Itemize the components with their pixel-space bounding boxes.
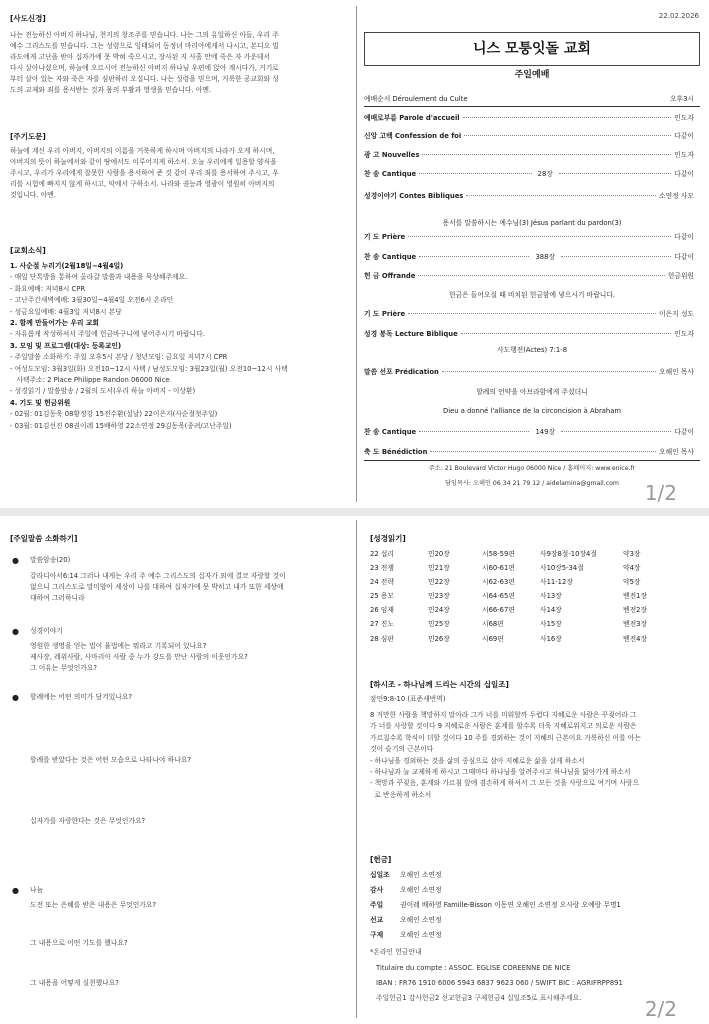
account-holder: Titulaire du compte : ASSOC. EGLISE COREENNE DE NICE xyxy=(376,964,571,972)
news-item-title: 2. 함께 만들어가는 우리 교회 xyxy=(10,319,99,328)
creed-line: 라도에게 고난을 받아 십자가에 못 박혀 죽으시고, 장사된 지 사흘 만에 죽은 자 가운데서 xyxy=(10,53,271,61)
reading-cell: 24 전략 xyxy=(370,577,394,586)
order-row xyxy=(364,330,694,339)
offering-memo: 주일헌금1 감사헌금2 선교헌금3 구제헌금4 십일조5로 표시해주세요. xyxy=(376,994,582,1002)
creed-line: 다시 살아나셨으며, 하늘에 오르시어 전능하신 아버지 하나님 우편에 앉아 계시다가, 거기로 xyxy=(10,64,279,72)
order-row-leader: 인도자 xyxy=(674,330,694,338)
question-line: 그 이유는 무엇인가요? xyxy=(30,664,98,672)
news-item-title: 1. 사순절 누리기(2월18일~4월4일) xyxy=(10,262,124,270)
dotted-leader xyxy=(464,135,671,136)
reading-cell: 민22장 xyxy=(428,577,450,586)
reading-cell: 사13장 xyxy=(540,592,562,601)
creed-line: 예수 그리스도를 믿습니다. 그는 성령으로 잉태되어 동정녀 마리아에게서 나시고, 본디오 빌 xyxy=(10,42,279,50)
verse-line: 없으니 그리스도로 말미암아 세상이 나를 대하여 십자가에 못 박히고 내가 또한 세상에 xyxy=(30,583,284,591)
order-row-label: 신앙 고백 Confession de foi xyxy=(364,132,462,140)
qt-line: 로 반응하게 하소서 xyxy=(370,790,432,799)
reading-cell: 사11-12장 xyxy=(540,577,573,586)
dotted-leader xyxy=(461,333,672,334)
offering-kind: 감사 xyxy=(370,886,384,894)
dotted-leader xyxy=(422,154,671,155)
sharing-label: 나눔 xyxy=(30,886,44,894)
order-row-leader: 이은지 성도 xyxy=(659,310,694,318)
news-item-detail: - 03월: 01김선진 08권이레 15배하영 22소연정 29김동욱(종려/고난주일) xyxy=(10,421,232,430)
order-header-label: 예배순서 Déroulement du Culte xyxy=(364,95,468,103)
prayer-line: 리를 시험에 빠지지 않게 하시고, 악에서 구하소서. 나라와 권능과 영광이 영원히 아버지의 xyxy=(10,180,275,188)
verse-line: 대하여 그러하니라 xyxy=(30,594,85,602)
scripture-ref: 사도행전(Actes) 7:1-8 xyxy=(496,346,568,354)
reading-cell: 사10장5-34절 xyxy=(540,563,584,572)
order-row xyxy=(364,272,694,281)
reading-row xyxy=(370,561,693,575)
reading-table xyxy=(370,547,693,646)
story-title: 용서를 말씀하시는 예수님(3) Jésus parlant du pardon(3) xyxy=(442,219,622,227)
reading-cell: 사16장 xyxy=(540,634,562,643)
reading-row xyxy=(370,618,693,632)
reading-cell: 시68편 xyxy=(482,620,504,629)
order-row-label: 축 도 Bénédiction xyxy=(364,448,428,456)
question-line: 제사장, 레위사람, 사마리아 사람 중 누가 강도를 만난 사람의 이웃인가요? xyxy=(30,653,248,661)
offering-names: 오해인 소연정 xyxy=(400,916,442,924)
order-row-label: 말씀 선포 Prédication xyxy=(364,368,439,376)
hymn-number: 28장 xyxy=(537,170,553,178)
order-row-leader: 헌금위원 xyxy=(667,272,694,280)
dotted-leader xyxy=(408,236,671,237)
reading-cell: 25 용모 xyxy=(370,592,394,601)
offering-row xyxy=(370,901,621,910)
offering-row xyxy=(370,871,442,880)
reading-row xyxy=(370,547,693,561)
dotted-leader xyxy=(419,256,529,257)
offering-names: 권이레 배하영 Famille-Bisson 이동연 오해인 소연정 오사랑 오예랑 무명1 xyxy=(400,901,621,909)
bullet-icon: ● xyxy=(12,886,19,895)
column-divider xyxy=(356,520,357,1018)
dotted-leader xyxy=(419,173,531,174)
reading-cell: 시64-65편 xyxy=(482,592,515,601)
bullet-icon: ● xyxy=(12,627,19,636)
qt-line: 것이 슬기의 근본이다 xyxy=(370,745,434,754)
reading-cell: 사15장 xyxy=(540,620,562,629)
news-item-detail: - 성금요일예배: 4월3일 저녁8시 본당 xyxy=(10,307,122,316)
digest-title: [주일말씀 소화하기] xyxy=(10,534,78,543)
service-title: 주일예배 xyxy=(514,70,550,80)
dotted-leader xyxy=(561,256,671,257)
question-boast-cross: 십자가를 자랑한다는 것은 무엇인가요? xyxy=(30,817,146,825)
dotted-leader xyxy=(561,431,671,432)
offering-title: [헌금] xyxy=(370,855,392,864)
news-item-detail: - 여성도모임: 3월3일(화) 오전10~12시 사택 / 남성도모임: 3월23일(월) 오전10~12시 사택 xyxy=(10,364,288,373)
prayer-title: [주기도문] xyxy=(10,132,46,141)
offering-row xyxy=(370,886,442,895)
service-time: 오후3시 xyxy=(669,95,694,103)
verse-line: 갈라디아서6:14 그러나 내게는 우리 주 예수 그리스도의 십자가 외에 결코 자랑할 것이 xyxy=(30,572,286,580)
memorize-label: 말씀암송(20) xyxy=(30,556,71,564)
question-line: 영원한 생명을 얻는 법이 율법에는 뭐라고 기록되어 있나요? xyxy=(30,642,207,650)
reading-cell: 민24장 xyxy=(428,606,450,615)
order-header xyxy=(364,95,694,104)
offering-kind: 선교 xyxy=(370,916,384,924)
order-row-label: 찬 송 Cantique xyxy=(364,428,417,436)
reading-row xyxy=(370,604,693,618)
order-row-leader: 인도자 xyxy=(674,114,694,122)
prayer-line: 것입니다. 아멘. xyxy=(10,191,56,199)
order-row xyxy=(364,428,694,437)
reading-cell: 민21장 xyxy=(428,563,450,572)
offering-row xyxy=(370,916,442,925)
creed-text xyxy=(10,30,355,96)
prayer-line: 주시고, 우리가 우리에게 잘못한 사람을 용서하여 준 것 같이 우리 죄를 용서하여 주시고, 우 xyxy=(10,169,279,177)
online-offering-label: *온라인 헌금안내 xyxy=(370,948,422,956)
order-row xyxy=(364,114,694,123)
reading-row xyxy=(370,632,693,646)
dotted-leader xyxy=(430,451,656,452)
dotted-leader xyxy=(559,173,671,174)
order-row-label: 찬 송 Cantique xyxy=(364,253,417,261)
reading-cell: 26 임재 xyxy=(370,606,394,615)
page-number: 1/2 xyxy=(644,481,677,505)
news-title: [교회소식] xyxy=(10,246,46,255)
offering-names: 오해인 소연정 xyxy=(400,871,442,879)
sermon-title-ko: 할례의 언약을 아브라함에게 주셨더니 xyxy=(476,388,588,396)
reading-cell: 벧전4장 xyxy=(623,634,648,643)
news-item-detail: - 매일 단톡방을 통하여 올라갈 말씀과 내용을 묵상해주세요. xyxy=(10,273,188,282)
question-grace: 도전 또는 은혜를 받은 내용은 무엇인가요? xyxy=(30,901,157,909)
order-row-leader: 다같이 xyxy=(674,233,694,241)
church-address: 주소: 21 Boulevard Victor Hugo 06000 Nice / 홈페이지: www.enice.fr xyxy=(428,465,636,472)
reading-row xyxy=(370,590,693,604)
reading-cell: 민26장 xyxy=(428,634,450,643)
news-item-detail: - 자유롭게 작성하셔서 주일에 헌금바구니에 넣어주시기 바랍니다. xyxy=(10,330,205,339)
creed-title: [사도신경] xyxy=(10,14,46,23)
prayer-text xyxy=(10,146,355,201)
creed-line: 부터 살아 있는 자와 죽은 자를 심판하러 오십니다. 나는 성령을 믿으며, 거룩한 공교회와 성 xyxy=(10,75,279,83)
offering-note: 헌금은 들어오실 때 비치된 헌금함에 넣으시기 바랍니다. xyxy=(448,291,616,299)
order-row-label: 성경이야기 Contes Bibliques xyxy=(364,192,464,200)
memorize-verse xyxy=(30,571,350,604)
order-row xyxy=(364,192,694,201)
reading-cell: 시66-67편 xyxy=(482,606,515,615)
order-row-label: 기 도 Prière xyxy=(364,233,406,241)
order-row xyxy=(364,253,694,262)
reading-cell: 약3장 xyxy=(623,549,641,558)
reading-cell: 시58-59편 xyxy=(482,549,515,558)
news-item-title: 4. 기도 및 헌금위원 xyxy=(10,398,71,407)
news-item-detail: - 성경읽기 / 말씀암송 / 2월의 도서(우리 하늘 아버지 - 이상환) xyxy=(10,387,196,396)
order-row-label: 성경 봉독 Lecture Biblique xyxy=(364,330,458,338)
news-item-detail: - 주일말씀 소화하기: 주일 오후5시 본당 / 청년모임: 금요일 저녁7시 CPR xyxy=(10,353,228,362)
reading-row xyxy=(370,575,693,589)
order-row-leader: 다같이 xyxy=(674,428,695,436)
prayer-line: 아버지의 뜻이 하늘에서와 같이 땅에서도 이루어지게 하소서. 오늘 우리에게 일용할 양식을 xyxy=(10,158,277,166)
order-row-leader: 인도자 xyxy=(674,151,694,159)
dotted-leader xyxy=(442,371,656,372)
news-item-title: 3. 모임 및 프로그램(대상: 등록교인) xyxy=(10,341,122,350)
question-prayer: 그 내용으로 어떤 기도를 했나요? xyxy=(30,939,128,947)
bulletin-page-2 xyxy=(0,516,709,1024)
hymn-number: 388장 xyxy=(535,253,556,261)
sermon-title-fr: Dieu a donné l'alliance de la circoncision à Abraham xyxy=(442,407,622,415)
offering-names: 오해인 소연정 xyxy=(400,886,442,894)
reading-cell: 28 심판 xyxy=(370,634,394,643)
question-evidence: 할례를 받았다는 것은 어떤 모습으로 나타나야 하나요? xyxy=(30,756,192,764)
bullet-icon: ● xyxy=(12,556,19,565)
reading-cell: 벧전3장 xyxy=(623,620,648,629)
reading-cell: 사14장 xyxy=(540,606,562,615)
reading-cell: 시69편 xyxy=(482,634,504,643)
order-row xyxy=(364,233,694,242)
offering-kind: 십일조 xyxy=(370,871,390,879)
reading-cell: 벧전2장 xyxy=(623,606,648,615)
order-row-leader: 오해인 목사 xyxy=(659,448,694,456)
news-item-detail: - 02월: 01김동욱 08황정강 15전수환(설날) 22이은지(사순절첫주일) xyxy=(10,410,218,419)
reading-cell: 시60-61편 xyxy=(482,563,515,572)
qt-line: 가 너를 사랑할 것이다 9 지혜로운 사람은 훈계를 할수록 더욱 지혜로워지고 의로운 사람은 xyxy=(370,722,637,731)
qt-line: 8 거만한 사람을 책망하지 말아라 그가 너를 미워할까 두렵다 지혜로운 사람은 꾸짖어라 그 xyxy=(370,711,637,719)
order-row-label: 헌 금 Offrande xyxy=(364,272,416,280)
order-row xyxy=(364,310,694,319)
qt-reference: 잠언9:8-10 (표준새번역) xyxy=(370,695,446,703)
creed-line: 도의 교제와 죄를 용서받는 것과 몸의 부활과 영생을 믿습니다. 아멘. xyxy=(10,86,212,94)
offering-kind: 구제 xyxy=(370,931,384,939)
qt-line: - 하나님과 늘 교제하게 하시고 그때마다 하나님을 알려주시고 하나님을 닮아가게 하소서 xyxy=(370,768,631,777)
story-label: 성경이야기 xyxy=(30,627,63,635)
news-item-detail: - 화요예배: 저녁8시 CPR xyxy=(10,284,86,293)
news-item-detail: - 고난주간새벽예배: 3월30일~4월4일 오전6시 온라인 xyxy=(10,296,174,305)
church-name: 니스 모퉁잇돌 교회 xyxy=(364,32,700,66)
reading-cell: 벧전1장 xyxy=(623,592,648,601)
dotted-leader xyxy=(408,313,656,314)
order-row-label: 예배로부름 Parole d'accueil xyxy=(364,114,460,122)
order-row-label: 기 도 Prière xyxy=(364,310,406,318)
offering-kind: 주일 xyxy=(370,901,384,909)
question-practice: 그 내용을 어떻게 실천했나요? xyxy=(30,979,119,987)
offering-row xyxy=(370,931,442,940)
page-number: 2/2 xyxy=(644,997,677,1021)
order-row xyxy=(364,448,694,457)
bulletin-page-1 xyxy=(0,0,709,508)
order-row xyxy=(364,170,694,179)
reading-cell: 27 진노 xyxy=(370,620,394,629)
reading-cell: 22 섭리 xyxy=(370,549,394,558)
dotted-leader xyxy=(419,431,529,432)
iban: IBAN : FR76 1910 6006 5943 6837 9623 060 / SWIFT BIC : AGRIFRPP891 xyxy=(376,979,623,987)
pastor-contact: 담임목사: 오해인 06 34 21 79 12 / aidelamina@gmail.com xyxy=(445,480,619,487)
qt-line: - 책망과 꾸짖음, 훈계와 가르침 앞에 겸손하게 하셔서 그 모든 것을 사랑으로 여기며 사랑으 xyxy=(370,779,640,788)
order-divider xyxy=(364,106,700,107)
qt-line: 가르칠수록 학식이 더할 것이다 10 주를 경외하는 것이 지혜의 근본이요 거룩하신 이를 아는 xyxy=(370,733,641,742)
order-row-leader: 다같이 xyxy=(674,253,695,261)
order-row-leader: 다같이 xyxy=(674,170,694,178)
order-row xyxy=(364,368,694,377)
page-gap xyxy=(0,508,709,516)
offering-names: 오해인 소연정 xyxy=(400,931,442,939)
dotted-leader xyxy=(418,275,664,276)
order-row-leader: 오해인 목사 xyxy=(659,368,694,376)
reading-cell: 23 전쟁 xyxy=(370,563,394,572)
prayer-line: 하늘에 계신 우리 아버지, 아버지의 이름을 거룩하게 하시며 아버지의 나라가 오게 하시며, xyxy=(10,147,275,155)
creed-line: 나는 전능하신 아버지 하나님, 천지의 창조주를 믿습니다. 나는 그의 유일하신 아들, 우리 주 xyxy=(10,31,279,39)
hymn-number: 149장 xyxy=(535,428,556,436)
order-row-leader: 소연정 사모 xyxy=(659,192,694,200)
reading-title: [성경읽기] xyxy=(370,534,406,543)
order-row xyxy=(364,151,694,160)
news-item-detail: 사택주소: 2 Place Philippe Randon 06000 Nice xyxy=(10,376,170,385)
order-row xyxy=(364,132,694,141)
reading-cell: 약4장 xyxy=(623,563,641,572)
qt-text xyxy=(370,710,702,801)
reading-cell: 약5장 xyxy=(623,577,641,586)
footer-divider xyxy=(364,460,700,461)
qt-title: [하시조 - 하나님께 드리는 시간의 십일조] xyxy=(370,680,509,689)
qt-line: - 하나님을 경외하는 것을 삶의 중심으로 삼아 지혜로운 삶을 살게 하소서 xyxy=(370,756,585,765)
reading-cell: 시62-63편 xyxy=(482,577,515,586)
bullet-icon: ● xyxy=(12,693,19,702)
dotted-leader xyxy=(463,117,672,118)
reading-cell: 민20장 xyxy=(428,549,450,558)
reading-cell: 민25장 xyxy=(428,620,450,629)
order-row-leader: 다같이 xyxy=(674,132,694,140)
column-divider xyxy=(356,6,357,502)
bulletin-date: 22.02.2026 xyxy=(658,12,699,20)
order-row-label: 찬 송 Cantique xyxy=(364,170,417,178)
question-circumcision: 할례에는 어떤 의미가 담겨있나요? xyxy=(30,693,133,701)
story-questions xyxy=(30,641,350,674)
reading-cell: 민23장 xyxy=(428,592,450,601)
reading-cell: 사9장8절-10장4절 xyxy=(540,549,597,558)
news-list xyxy=(10,261,355,432)
order-row-label: 광 고 Nouvelles xyxy=(364,151,420,159)
left-column xyxy=(10,0,355,508)
dotted-leader xyxy=(466,195,656,196)
